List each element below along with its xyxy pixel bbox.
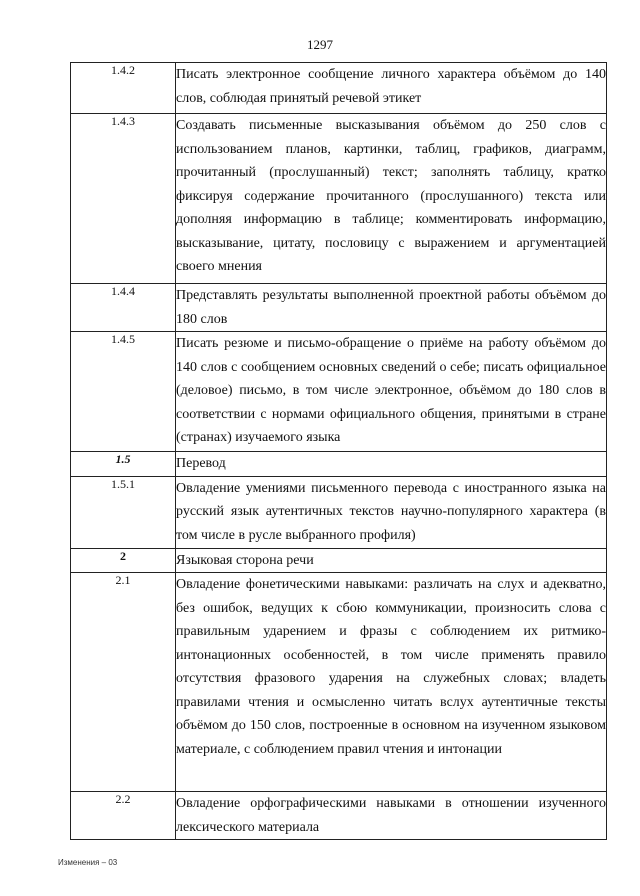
table-row	[71, 332, 607, 452]
row-code: 1.4.5	[71, 332, 176, 452]
row-text: Представлять результаты выполненной проектной работы объёмом до 180 слов	[176, 284, 607, 332]
row-text: Овладение умениями письменного перевода с иностранного языка на русский язык аутентичных текстов научно-популярного характера (в том числе в русле выбранного профиля)	[176, 476, 607, 548]
row-code: 1.4.4	[71, 284, 176, 332]
row-code: 1.5	[71, 452, 176, 477]
row-text: Овладение фонетическими навыками: различать на слух и адекватно, без ошибок, ведущих к сбою коммуникации, произносить слова с правильным ударением и фразы с соблюдением их ритмико-интонационных особенностей, в том числе применять правило отсутствия фразового ударения на служебных словах; владеть правилами чтения и осмысленно читать вслух аутентичные тексты объёмом до 150 слов, построенные в основном на изученном языковом материале, с соблюдением правил чтения и интонации	[176, 573, 607, 792]
row-code: 2.2	[71, 792, 176, 840]
table-row	[71, 452, 607, 477]
row-text: Писать электронное сообщение личного характера объёмом до 140 слов, соблюдая принятый речевой этикет	[176, 63, 607, 114]
table-row	[71, 573, 607, 792]
table-row	[71, 548, 607, 573]
table-row	[71, 114, 607, 284]
row-code: 1.4.3	[71, 114, 176, 284]
footer-note: Изменения – 03	[58, 858, 118, 867]
requirements-table	[70, 62, 607, 840]
table-row	[71, 476, 607, 548]
row-text: Создавать письменные высказывания объёмом до 250 слов с использованием планов, картинки, таблиц, графиков, диаграмм, прочитанный (прослушанный) текст; заполнять таблицу, кратко фиксируя содержание прочитанного (прослушанного) текста или дополняя информацию в таблице; комментировать информацию, высказывание, цитату, пословицу с выражением и аргументацией своего мнения	[176, 114, 607, 284]
table-row	[71, 792, 607, 840]
row-code: 1.4.2	[71, 63, 176, 114]
row-text: Писать резюме и письмо-обращение о приёме на работу объёмом до 140 слов с сообщением основных сведений о себе; писать официальное (деловое) письмо, в том числе электронное, объёмом до 180 слов в соответствии с нормами официального общения, принятыми в стране (странах) изучаемого языка	[176, 332, 607, 452]
table-row	[71, 63, 607, 114]
page-number: 1297	[307, 37, 333, 52]
table-row	[71, 284, 607, 332]
row-code: 2	[71, 548, 176, 573]
row-text: Перевод	[176, 452, 607, 477]
row-text: Языковая сторона речи	[176, 548, 607, 573]
row-code: 1.5.1	[71, 476, 176, 548]
row-text: Овладение орфографическими навыками в отношении изученного лексического материала	[176, 792, 607, 840]
row-code: 2.1	[71, 573, 176, 792]
